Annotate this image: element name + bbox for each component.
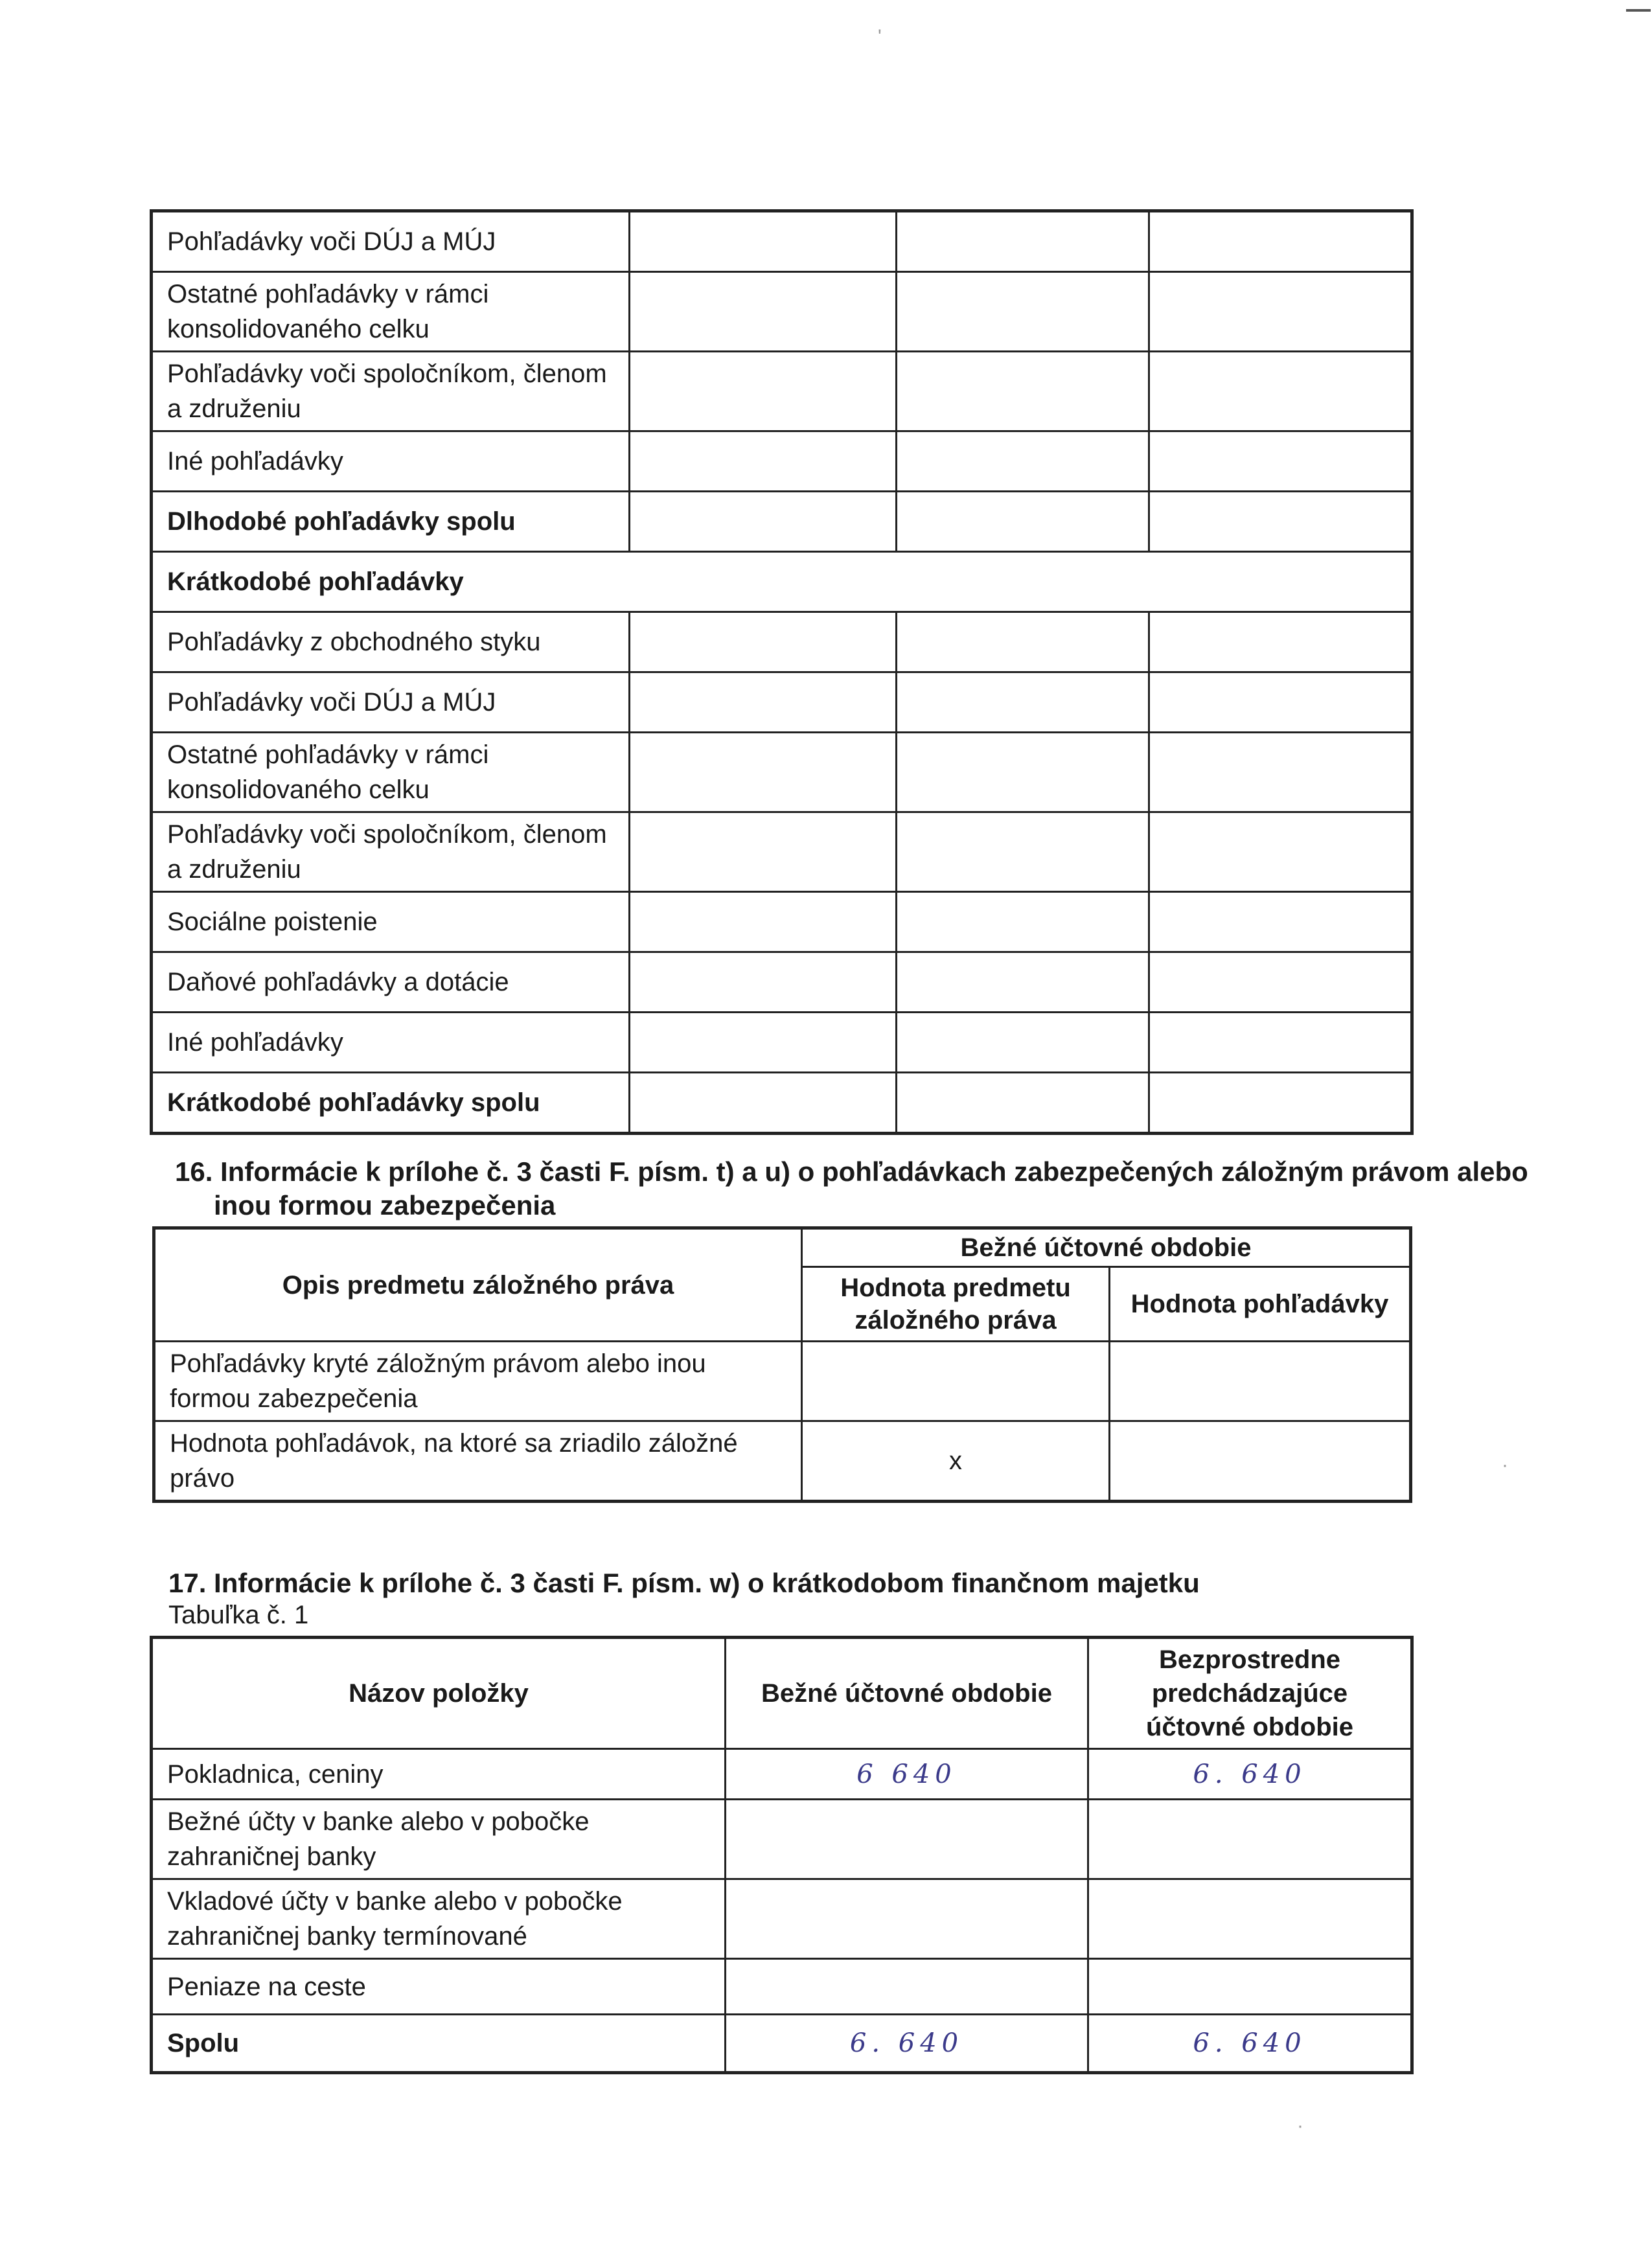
value-cell xyxy=(1149,612,1412,672)
value-cell xyxy=(897,492,1149,552)
row-label: Spolu xyxy=(152,2015,726,2073)
handwritten-value: 6. 640 xyxy=(1088,1749,1412,1800)
row-label: Pohľadávky z obchodného styku xyxy=(152,612,630,672)
value-cell xyxy=(630,352,897,431)
table-row xyxy=(152,1749,1412,1800)
section-16-title-line1: 16. Informácie k prílohe č. 3 časti F. písm. t) a u) o pohľadávkach zabezpečených záložným právom alebo xyxy=(175,1156,1528,1187)
value-cell xyxy=(1088,1959,1412,2015)
col-name-header: Názov položky xyxy=(152,1638,726,1749)
row-label: Daňové pohľadávky a dotácie xyxy=(152,952,630,1013)
row-label: Pokladnica, ceniny xyxy=(152,1749,726,1800)
value-cell xyxy=(630,672,897,733)
row-label: Krátkodobé pohľadávky spolu xyxy=(152,1073,630,1134)
value-cell xyxy=(1149,1013,1412,1073)
table-row xyxy=(152,672,1412,733)
period-header: Bežné účtovné obdobie xyxy=(802,1228,1411,1267)
section-17-subtitle: Tabuľka č. 1 xyxy=(168,1601,309,1629)
value-cell xyxy=(897,431,1149,492)
value-cell xyxy=(1088,1800,1412,1879)
value-cell xyxy=(897,211,1149,272)
row-label: Peniaze na ceste xyxy=(152,1959,726,2015)
value-cell xyxy=(630,952,897,1013)
row-label: Iné pohľadávky xyxy=(152,431,630,492)
section-16-title-line2: inou formou zabezpečenia xyxy=(214,1190,556,1220)
table-row xyxy=(152,352,1412,431)
value-cell xyxy=(726,1959,1088,2015)
table-row xyxy=(152,492,1412,552)
row-label: Ostatné pohľadávky v rámci konsolidovaného celku xyxy=(152,733,630,812)
value-cell xyxy=(630,1073,897,1134)
row-label: Pohľadávky voči spoločníkom, členom a združeniu xyxy=(152,352,630,431)
value-cell xyxy=(897,952,1149,1013)
value-cell xyxy=(897,1013,1149,1073)
scan-speck xyxy=(1626,9,1651,12)
table-row xyxy=(152,1959,1412,2015)
table-row xyxy=(152,1013,1412,1073)
collateral-table xyxy=(152,1226,1412,1503)
handwritten-value: 6 640 xyxy=(726,1749,1088,1800)
row-label: Bežné účty v banke alebo v pobočke zahraničnej banky xyxy=(152,1800,726,1879)
table-row xyxy=(152,1879,1412,1959)
col-description-header: Opis predmetu záložného práva xyxy=(154,1228,802,1342)
value-cell xyxy=(1149,1073,1412,1134)
table-header-row xyxy=(152,1638,1412,1749)
value-cell xyxy=(726,1800,1088,1879)
value-cell xyxy=(630,812,897,892)
row-label: Ostatné pohľadávky v rámci konsolidovaného celku xyxy=(152,272,630,352)
value-cell xyxy=(1149,672,1412,733)
scan-speck: ' xyxy=(878,26,882,47)
value-cell xyxy=(1149,733,1412,812)
value-cell xyxy=(1149,892,1412,952)
value-cell xyxy=(897,1073,1149,1134)
table-row xyxy=(152,431,1412,492)
table-row xyxy=(152,892,1412,952)
row-label: Vkladové účty v banke alebo v pobočke zahraničnej banky termínované xyxy=(152,1879,726,1959)
value-cell: x xyxy=(802,1421,1110,1502)
value-cell xyxy=(630,892,897,952)
row-label: Iné pohľadávky xyxy=(152,1013,630,1073)
value-cell xyxy=(1088,1879,1412,1959)
value-cell xyxy=(897,272,1149,352)
row-label: Pohľadávky voči DÚJ a MÚJ xyxy=(152,211,630,272)
row-label: Sociálne poistenie xyxy=(152,892,630,952)
value-cell xyxy=(630,612,897,672)
section-17-title: 17. Informácie k prílohe č. 3 časti F. písm. w) o krátkodobom finančnom majetku xyxy=(168,1568,1200,1598)
handwritten-value: 6. 640 xyxy=(1088,2015,1412,2073)
scan-speck: · xyxy=(1502,1454,1508,1476)
table-row xyxy=(152,272,1412,352)
financial-assets-table xyxy=(150,1636,1414,2074)
table-row xyxy=(152,211,1412,272)
value-cell xyxy=(1149,492,1412,552)
col-value-subject-header: Hodnota predmetu záložného práva xyxy=(802,1267,1110,1342)
row-label: Hodnota pohľadávok, na ktoré sa zriadilo záložné právo xyxy=(154,1421,802,1502)
value-cell xyxy=(726,1879,1088,1959)
section-heading-row xyxy=(152,552,1412,612)
value-cell xyxy=(1149,211,1412,272)
table-row xyxy=(152,1800,1412,1879)
table-row xyxy=(152,2015,1412,2073)
value-cell xyxy=(897,352,1149,431)
short-term-heading: Krátkodobé pohľadávky xyxy=(152,552,1412,612)
value-cell xyxy=(897,672,1149,733)
handwritten-value: 6. 640 xyxy=(726,2015,1088,2073)
value-cell xyxy=(897,612,1149,672)
value-cell xyxy=(897,733,1149,812)
row-label: Pohľadávky kryté záložným právom alebo inou formou zabezpečenia xyxy=(154,1342,802,1421)
table-row xyxy=(152,612,1412,672)
value-cell xyxy=(897,812,1149,892)
row-label: Pohľadávky voči DÚJ a MÚJ xyxy=(152,672,630,733)
table-row xyxy=(152,812,1412,892)
value-cell xyxy=(1149,431,1412,492)
value-cell xyxy=(1110,1421,1411,1502)
col-previous-header: Bezprostredne predchádzajúce účtovné obdobie xyxy=(1088,1638,1412,1749)
value-cell xyxy=(1149,272,1412,352)
value-cell xyxy=(630,272,897,352)
col-current-header: Bežné účtovné obdobie xyxy=(726,1638,1088,1749)
row-label: Pohľadávky voči spoločníkom, členom a združeniu xyxy=(152,812,630,892)
value-cell xyxy=(1149,352,1412,431)
scan-speck: · xyxy=(1297,2115,1303,2136)
table-row xyxy=(152,733,1412,812)
row-label: Dlhodobé pohľadávky spolu xyxy=(152,492,630,552)
value-cell xyxy=(1149,812,1412,892)
table-header-row xyxy=(154,1228,1411,1267)
value-cell xyxy=(630,733,897,812)
receivables-table xyxy=(150,209,1414,1135)
value-cell xyxy=(630,431,897,492)
table-row xyxy=(154,1421,1411,1502)
table-row xyxy=(152,952,1412,1013)
value-cell xyxy=(802,1342,1110,1421)
value-cell xyxy=(1149,952,1412,1013)
col-value-receivables-header: Hodnota pohľadávky xyxy=(1110,1267,1411,1342)
value-cell xyxy=(1110,1342,1411,1421)
value-cell xyxy=(897,892,1149,952)
value-cell xyxy=(630,1013,897,1073)
table-row xyxy=(154,1342,1411,1421)
value-cell xyxy=(630,211,897,272)
value-cell xyxy=(630,492,897,552)
table-row xyxy=(152,1073,1412,1134)
